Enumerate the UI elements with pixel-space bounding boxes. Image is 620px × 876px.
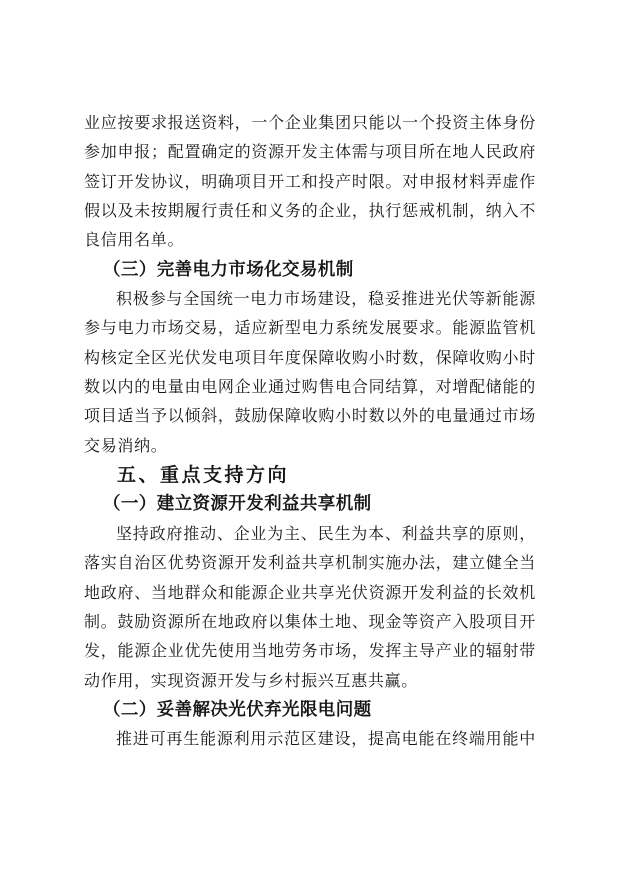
heading-key-support-directions: 五、重点支持方向: [117, 464, 290, 487]
heading-curtailment-issue: （二）妥善解决光伏弃光限电问题: [103, 699, 372, 720]
paragraph-line: 项目适当予以倾斜，鼓励保障收购小时数以外的电量通过市场: [84, 408, 536, 426]
paragraph-line: 构核定全区光伏发电项目年度保障收购小时数，保障收购小时: [84, 349, 536, 367]
paragraph-line: 业应按要求报送资料，一个企业集团只能以一个投资主体身份: [84, 115, 536, 132]
paragraph-line: 交易消纳。: [84, 437, 168, 455]
paragraph-line: 制。鼓励资源所在地政府以集体土地、现金等资产入股项目开: [84, 613, 536, 631]
paragraph-line: 良信用名单。: [84, 232, 185, 250]
paragraph-line: 假以及未按期履行责任和义务的企业，执行惩戒机制，纳入不: [84, 203, 536, 221]
paragraph-line: 参与电力市场交易，适应新型电力系统发展要求。能源监管机: [84, 320, 536, 338]
paragraph-line: 参加申报；配置确定的资源开发主体需与项目所在地人民政府: [84, 144, 536, 162]
paragraph-line: 坚持政府推动、企业为主、民生为本、利益共享的原则，: [116, 525, 536, 543]
heading-benefit-sharing: （一）建立资源开发利益共享机制: [103, 494, 372, 515]
paragraph-line: 积极参与全国统一电力市场建设，稳妥推进光伏等新能源: [116, 291, 536, 309]
paragraph-line: 推进可再生能源利用示范区建设，提高电能在终端用能中: [116, 731, 536, 749]
heading-market-trading: （三）完善电力市场化交易机制: [103, 259, 354, 280]
paragraph-line: 地政府、当地群众和能源企业共享光伏资源开发利益的长效机: [84, 584, 536, 602]
paragraph-line: 落实自治区优势资源开发利益共享机制实施办法，建立健全当: [84, 555, 536, 573]
document-body: [84, 109, 536, 755]
paragraph-line: 发，能源企业优先使用当地劳务市场，发挥主导产业的辐射带: [84, 643, 536, 661]
paragraph-line: 签订开发协议，明确项目开工和投产时限。对申报材料弄虚作: [84, 173, 536, 191]
paragraph-line: 动作用，实现资源开发与乡村振兴互惠共赢。: [84, 672, 419, 690]
paragraph-line: 数以内的电量由电网企业通过购售电合同结算，对增配储能的: [84, 379, 536, 397]
